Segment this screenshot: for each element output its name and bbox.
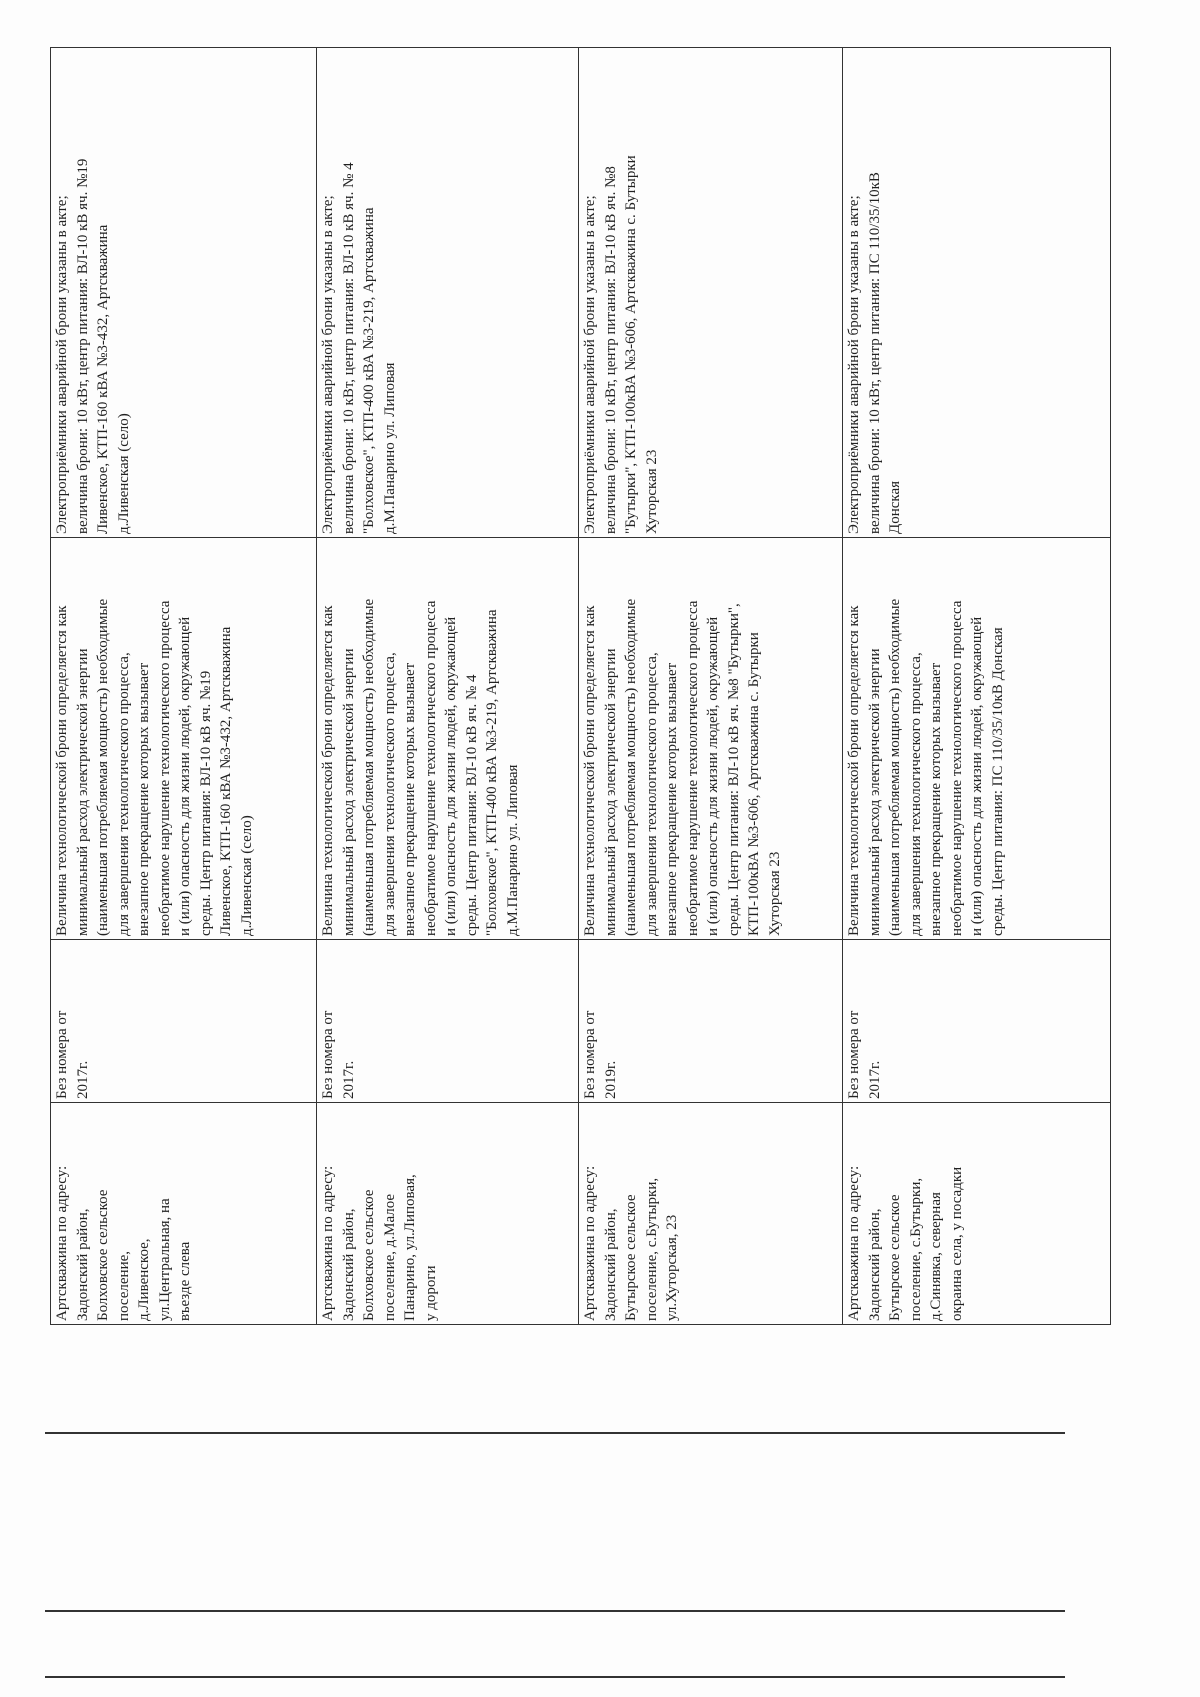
table-row bbox=[51, 48, 317, 1325]
act-cell: Без номера от 2019г. bbox=[579, 940, 843, 1103]
address-cell: Артскважина по адресу: Задонский район, Болховское сельское поселение, д.Ливенское, ул.Центральная, на въезде слева bbox=[51, 1103, 317, 1325]
act-cell: Без номера от 2017г. bbox=[317, 940, 579, 1103]
act-cell: Без номера от 2017г. bbox=[843, 940, 1111, 1103]
reserve-table bbox=[50, 47, 1111, 1325]
tech-reserve-cell: Величина технологической брони определяется как минимальный расход электрической энергии (наименьшая потребляемая мощность) необходимые для завершения технологического процесса, внезапное прекращение которых вызывает необратимое нарушение технологического процесса и (или) опасность для жизни людей, окружающей среды. Центр питания: ВЛ-10 кВ яч. №19 Ливенское, КТП-160 кВА №3-432, Артскважина д.Ливенская (село) bbox=[51, 538, 317, 940]
signature-line-2 bbox=[45, 1610, 1065, 1612]
signature-line-3 bbox=[45, 1676, 1065, 1678]
tech-reserve-cell: Величина технологической брони определяется как минимальный расход электрической энергии (наименьшая потребляемая мощность) необходимые для завершения технологического процесса, внезапное прекращение которых вызывает необратимое нарушение технологического процесса и (или) опасность для жизни людей, окружающей среды. Центр питания: ПС 110/35/10кВ Донская bbox=[843, 538, 1111, 940]
table-row bbox=[317, 48, 579, 1325]
signature-line-1 bbox=[45, 1432, 1065, 1434]
tech-reserve-cell: Величина технологической брони определяется как минимальный расход электрической энергии (наименьшая потребляемая мощность) необходимые для завершения технологического процесса, внезапное прекращение которых вызывает необратимое нарушение технологического процесса и (или) опасность для жизни людей, окружающей среды. Центр питания: ВЛ-10 кВ яч. №8 "Бутырки", КТП-100кВА №3-606, Артскважина с. Бутырки Хуторская 23 bbox=[579, 538, 843, 940]
rotated-table-wrapper bbox=[50, 48, 1110, 1325]
emergency-reserve-cell: Электроприёмники аварийной брони указаны в акте; величина брони: 10 кВт, центр питания: ВЛ-10 кВ яч. №8 "Бутырки", КТП-100кВА №3-606, Артскважина с. Бутырки Хуторская 23 bbox=[579, 48, 843, 538]
act-cell: Без номера от 2017г. bbox=[51, 940, 317, 1103]
address-cell: Артскважина по адресу: Задонский район, Бутырское сельское поселение, с.Бутырки, ул.Хуторская, 23 bbox=[579, 1103, 843, 1325]
address-cell: Артскважина по адресу: Задонский район, Болховское сельское поселение, д.Малое Панарино, ул.Липовая, у дороги bbox=[317, 1103, 579, 1325]
table-row bbox=[579, 48, 843, 1325]
table-row bbox=[843, 48, 1111, 1325]
emergency-reserve-cell: Электроприёмники аварийной брони указаны в акте; величина брони: 10 кВт, центр питания: ВЛ-10 кВ яч. №19 Ливенское, КТП-160 кВА №3-432, Артскважина д.Ливенская (село) bbox=[51, 48, 317, 538]
emergency-reserve-cell: Электроприёмники аварийной брони указаны в акте; величина брони: 10 кВт, центр питания: ВЛ-10 кВ яч. № 4 "Болховское", КТП-400 кВА №3-219, Артскважина д.М.Панарино ул. Липовая bbox=[317, 48, 579, 538]
emergency-reserve-cell: Электроприёмники аварийной брони указаны в акте; величина брони: 10 кВт, центр питания: ПС 110/35/10кВ Донская bbox=[843, 48, 1111, 538]
tech-reserve-cell: Величина технологической брони определяется как минимальный расход электрической энергии (наименьшая потребляемая мощность) необходимые для завершения технологического процесса, внезапное прекращение которых вызывает необратимое нарушение технологического процесса и (или) опасность для жизни людей, окружающей среды. Центр питания: ВЛ-10 кВ яч. № 4 "Болховское", КТП-400 кВА №3-219, Артскважина д.М.Панарино ул. Липовая bbox=[317, 538, 579, 940]
address-cell: Артскважина по адресу: Задонский район, Бутырское сельское поселение, с.Бутырки, д.Синявка, северная окраина села, у посадки bbox=[843, 1103, 1111, 1325]
